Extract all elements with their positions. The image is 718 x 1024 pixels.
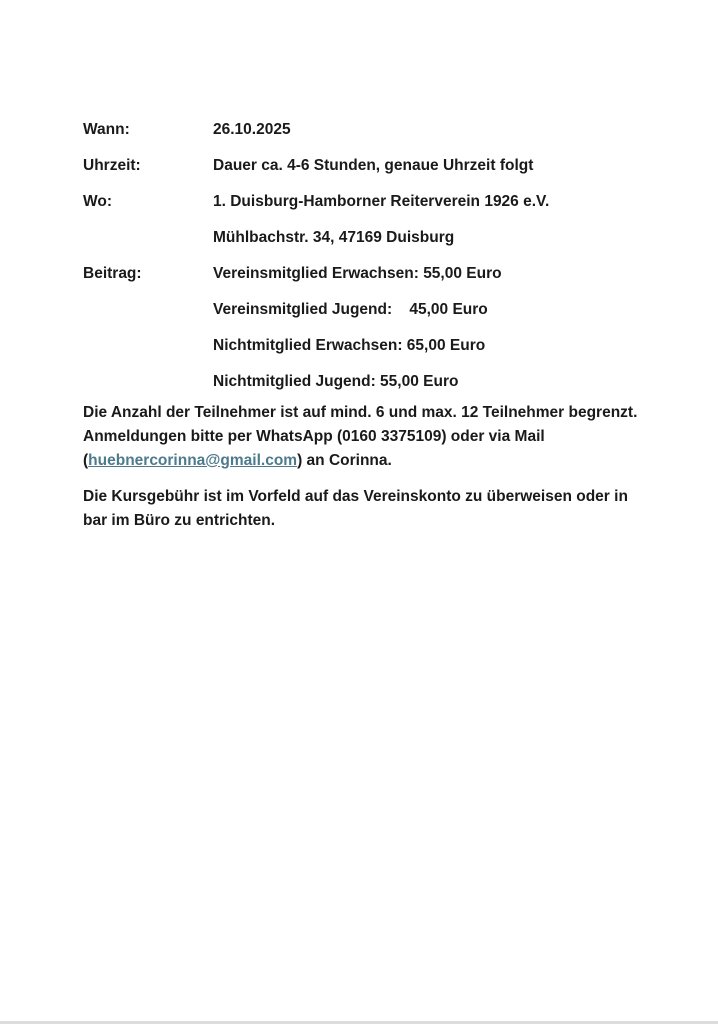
wo-row — [83, 192, 643, 228]
registration-text: Die Anzahl der Teilnehmer ist auf mind. 6 und max. 12 Teilnehmer begrenzt. Anmeldungen bitte per WhatsApp (0160 3375109) oder via Mail ( — [83, 404, 638, 469]
wann-row — [83, 120, 643, 156]
uhrzeit-row — [83, 156, 643, 192]
uhrzeit-value: Dauer ca. 4-6 Stunden, genaue Uhrzeit folgt — [213, 157, 534, 174]
registration-text-end: ) an Corinna. — [297, 452, 392, 469]
email-link[interactable]: huebnercorinna@gmail.com — [88, 452, 298, 469]
wo-address: Mühlbachstr. 34, 47169 Duisburg — [213, 229, 455, 246]
beitrag-row — [83, 264, 643, 300]
event-details — [83, 120, 643, 533]
wo-venue: 1. Duisburg-Hamborner Reiterverein 1926 e.V. — [213, 193, 550, 210]
wo-address-row — [83, 228, 643, 264]
fee-row — [83, 372, 643, 408]
uhrzeit-label: Uhrzeit: — [83, 157, 141, 174]
fee-item: Nichtmitglied Jugend: 55,00 Euro — [213, 373, 459, 390]
payment-paragraph: Die Kursgebühr ist im Vorfeld auf das Vereinskonto zu überweisen oder in bar im Büro zu entrichten. — [83, 488, 628, 529]
wo-label: Wo: — [83, 193, 112, 210]
fee-row — [83, 336, 643, 372]
beitrag-label: Beitrag: — [83, 265, 142, 282]
wann-value: 26.10.2025 — [213, 121, 291, 138]
fee-item: Vereinsmitglied Jugend: 45,00 Euro — [213, 301, 488, 318]
fee-item: Vereinsmitglied Erwachsen: 55,00 Euro — [213, 265, 502, 282]
wann-label: Wann: — [83, 121, 130, 138]
fee-row — [83, 300, 643, 336]
registration-paragraph — [83, 401, 643, 473]
fee-item: Nichtmitglied Erwachsen: 65,00 Euro — [213, 337, 486, 354]
